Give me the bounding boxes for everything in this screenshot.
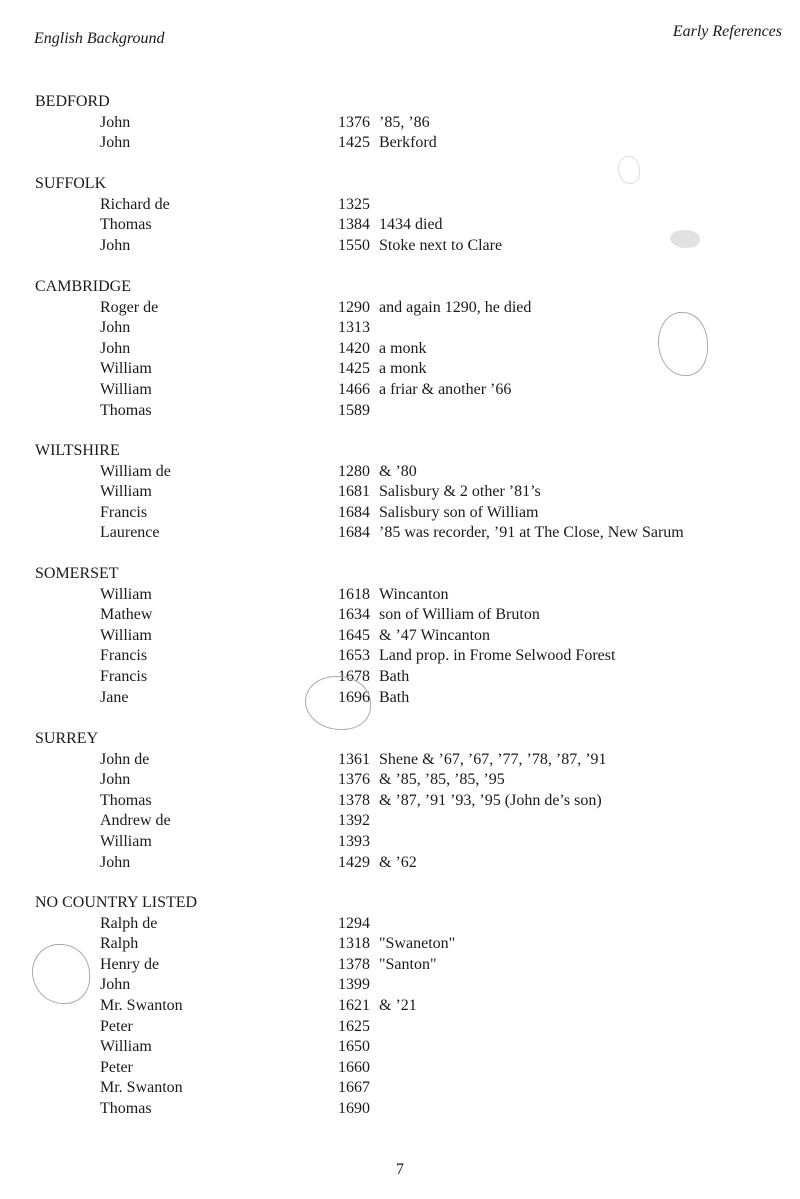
entry-note: 1434 died (379, 216, 443, 234)
entry-name: Mathew (100, 606, 153, 624)
entry-name: John (100, 339, 131, 357)
entry-note: & ’47 Wincanton (379, 626, 491, 644)
entry-year: 1660 (338, 1058, 370, 1076)
entry-note: Salisbury & 2 other ’81’s (379, 483, 541, 501)
paper-stain (32, 944, 90, 1004)
entry-year: 1318 (338, 935, 370, 953)
entry-year: 1653 (338, 647, 370, 665)
entry-year: 1425 (338, 360, 370, 378)
entry-name: William (100, 626, 152, 644)
entry-name: John (100, 853, 131, 871)
county-heading: BEDFORD (35, 93, 110, 110)
entry-name: Roger de (100, 298, 159, 316)
paper-stain (305, 676, 371, 730)
entry-name: William (100, 833, 152, 850)
entry-year: 1429 (338, 853, 370, 871)
entry-year: 1294 (338, 914, 370, 932)
county-heading: SUFFOLK (35, 175, 107, 192)
entry-name: Richard de (100, 195, 170, 213)
entry-name: Henry de (100, 955, 160, 973)
entry-year: 1589 (338, 401, 370, 419)
entry-note: & ’80 (379, 462, 417, 480)
entry-note: ’85, ’86 (379, 113, 430, 131)
county-heading: SOMERSET (35, 565, 119, 582)
entry-year: 1384 (338, 216, 370, 234)
entry-name: William de (100, 462, 171, 480)
entry-note: Bath (379, 688, 410, 706)
entry-name: John (100, 113, 131, 131)
entry-name: Francis (100, 668, 148, 685)
entry-note: ’85 was recorder, ’91 at The Close, New Sarum (379, 524, 684, 542)
entry-note: Shene & ’67, ’67, ’77, ’78, ’87, ’91 (379, 750, 607, 768)
entry-note: Bath (379, 668, 410, 685)
entry-note: a monk (379, 360, 427, 378)
entry-name: Peter (100, 1058, 133, 1076)
entry-note: Salisbury son of William (379, 503, 539, 521)
entry-note: & ’87, ’91 ’93, ’95 (John de’s son) (379, 791, 602, 809)
entry-year: 1621 (338, 997, 370, 1014)
entry-year: 1393 (338, 833, 370, 850)
entry-note: a friar & another ’66 (379, 381, 512, 398)
entry-name: William (100, 360, 152, 378)
entry-name: Ralph de (100, 914, 158, 932)
entry-year: 1425 (338, 134, 370, 152)
entry-name: Jane (100, 688, 129, 706)
entry-name: Mr. Swanton (100, 1079, 183, 1097)
entry-year: 1392 (338, 812, 370, 830)
entry-name: William (100, 483, 152, 501)
entry-note: a monk (379, 339, 427, 357)
entry-year: 1645 (338, 626, 370, 644)
entry-note: Land prop. in Frome Selwood Forest (379, 647, 616, 665)
entry-year: 1618 (338, 585, 370, 603)
entry-note: Wincanton (379, 585, 449, 603)
entry-name: John de (100, 750, 150, 768)
entry-year: 1684 (338, 503, 370, 521)
entry-year: 1667 (338, 1079, 370, 1097)
entry-name: Laurence (100, 524, 160, 542)
county-heading: SURREY (35, 730, 99, 747)
entry-year: 1681 (338, 483, 370, 501)
entry-year: 1376 (338, 771, 370, 789)
entry-name: Thomas (100, 1100, 152, 1117)
entry-year: 1625 (338, 1017, 370, 1035)
entry-name: John (100, 976, 131, 994)
county-heading: CAMBRIDGE (35, 278, 132, 295)
entry-name: Andrew de (100, 812, 171, 830)
entry-year: 1325 (338, 195, 370, 213)
entry-year: 1678 (338, 668, 370, 685)
entry-year: 1290 (338, 298, 370, 316)
entry-year: 1690 (338, 1100, 370, 1117)
entry-note: & ’85, ’85, ’85, ’95 (379, 771, 505, 789)
entry-year: 1466 (338, 381, 370, 398)
entry-name: Thomas (100, 401, 152, 419)
entry-name: Francis (100, 647, 148, 665)
entry-name: John (100, 236, 131, 254)
entry-year: 1378 (338, 955, 370, 973)
paper-stain (618, 156, 640, 184)
entry-note: Stoke next to Clare (379, 236, 503, 254)
entry-note: & ’21 (379, 997, 417, 1014)
entry-year: 1361 (338, 750, 370, 768)
entry-note: son of William of Bruton (379, 606, 540, 624)
entry-note: Berkford (379, 134, 437, 152)
entry-year: 1550 (338, 236, 370, 254)
entry-year: 1376 (338, 113, 370, 131)
running-header-left: English Background (34, 30, 165, 47)
entry-name: William (100, 1038, 152, 1056)
entry-year: 1696 (338, 688, 370, 706)
entry-name: Peter (100, 1017, 133, 1035)
entry-year: 1280 (338, 462, 370, 480)
entry-year: 1378 (338, 791, 370, 809)
running-header-right: Early References (672, 23, 782, 40)
entry-year: 1634 (338, 606, 370, 624)
entry-year: 1650 (338, 1038, 370, 1056)
paper-stain (670, 230, 700, 248)
entry-note: "Swaneton" (379, 935, 456, 953)
paper-stain (658, 312, 708, 376)
entry-name: Ralph (100, 935, 139, 953)
county-heading: NO COUNTRY LISTED (35, 894, 198, 911)
page-number: 7 (396, 1161, 404, 1178)
entry-name: Thomas (100, 216, 152, 234)
entry-name: Francis (100, 503, 148, 521)
entry-note: and again 1290, he died (379, 298, 532, 316)
entry-name: William (100, 585, 152, 603)
county-heading: WILTSHIRE (35, 442, 120, 459)
entry-year: 1684 (338, 524, 370, 542)
entry-note: "Santon" (379, 955, 437, 973)
entry-name: John (100, 319, 131, 337)
entry-name: Mr. Swanton (100, 997, 183, 1014)
entry-name: John (100, 134, 131, 152)
entry-year: 1313 (338, 319, 370, 337)
entry-name: William (100, 381, 152, 398)
entry-name: Thomas (100, 791, 152, 809)
entry-name: John (100, 771, 131, 789)
entry-note: & ’62 (379, 853, 417, 871)
entry-year: 1399 (338, 976, 370, 994)
entry-year: 1420 (338, 339, 370, 357)
